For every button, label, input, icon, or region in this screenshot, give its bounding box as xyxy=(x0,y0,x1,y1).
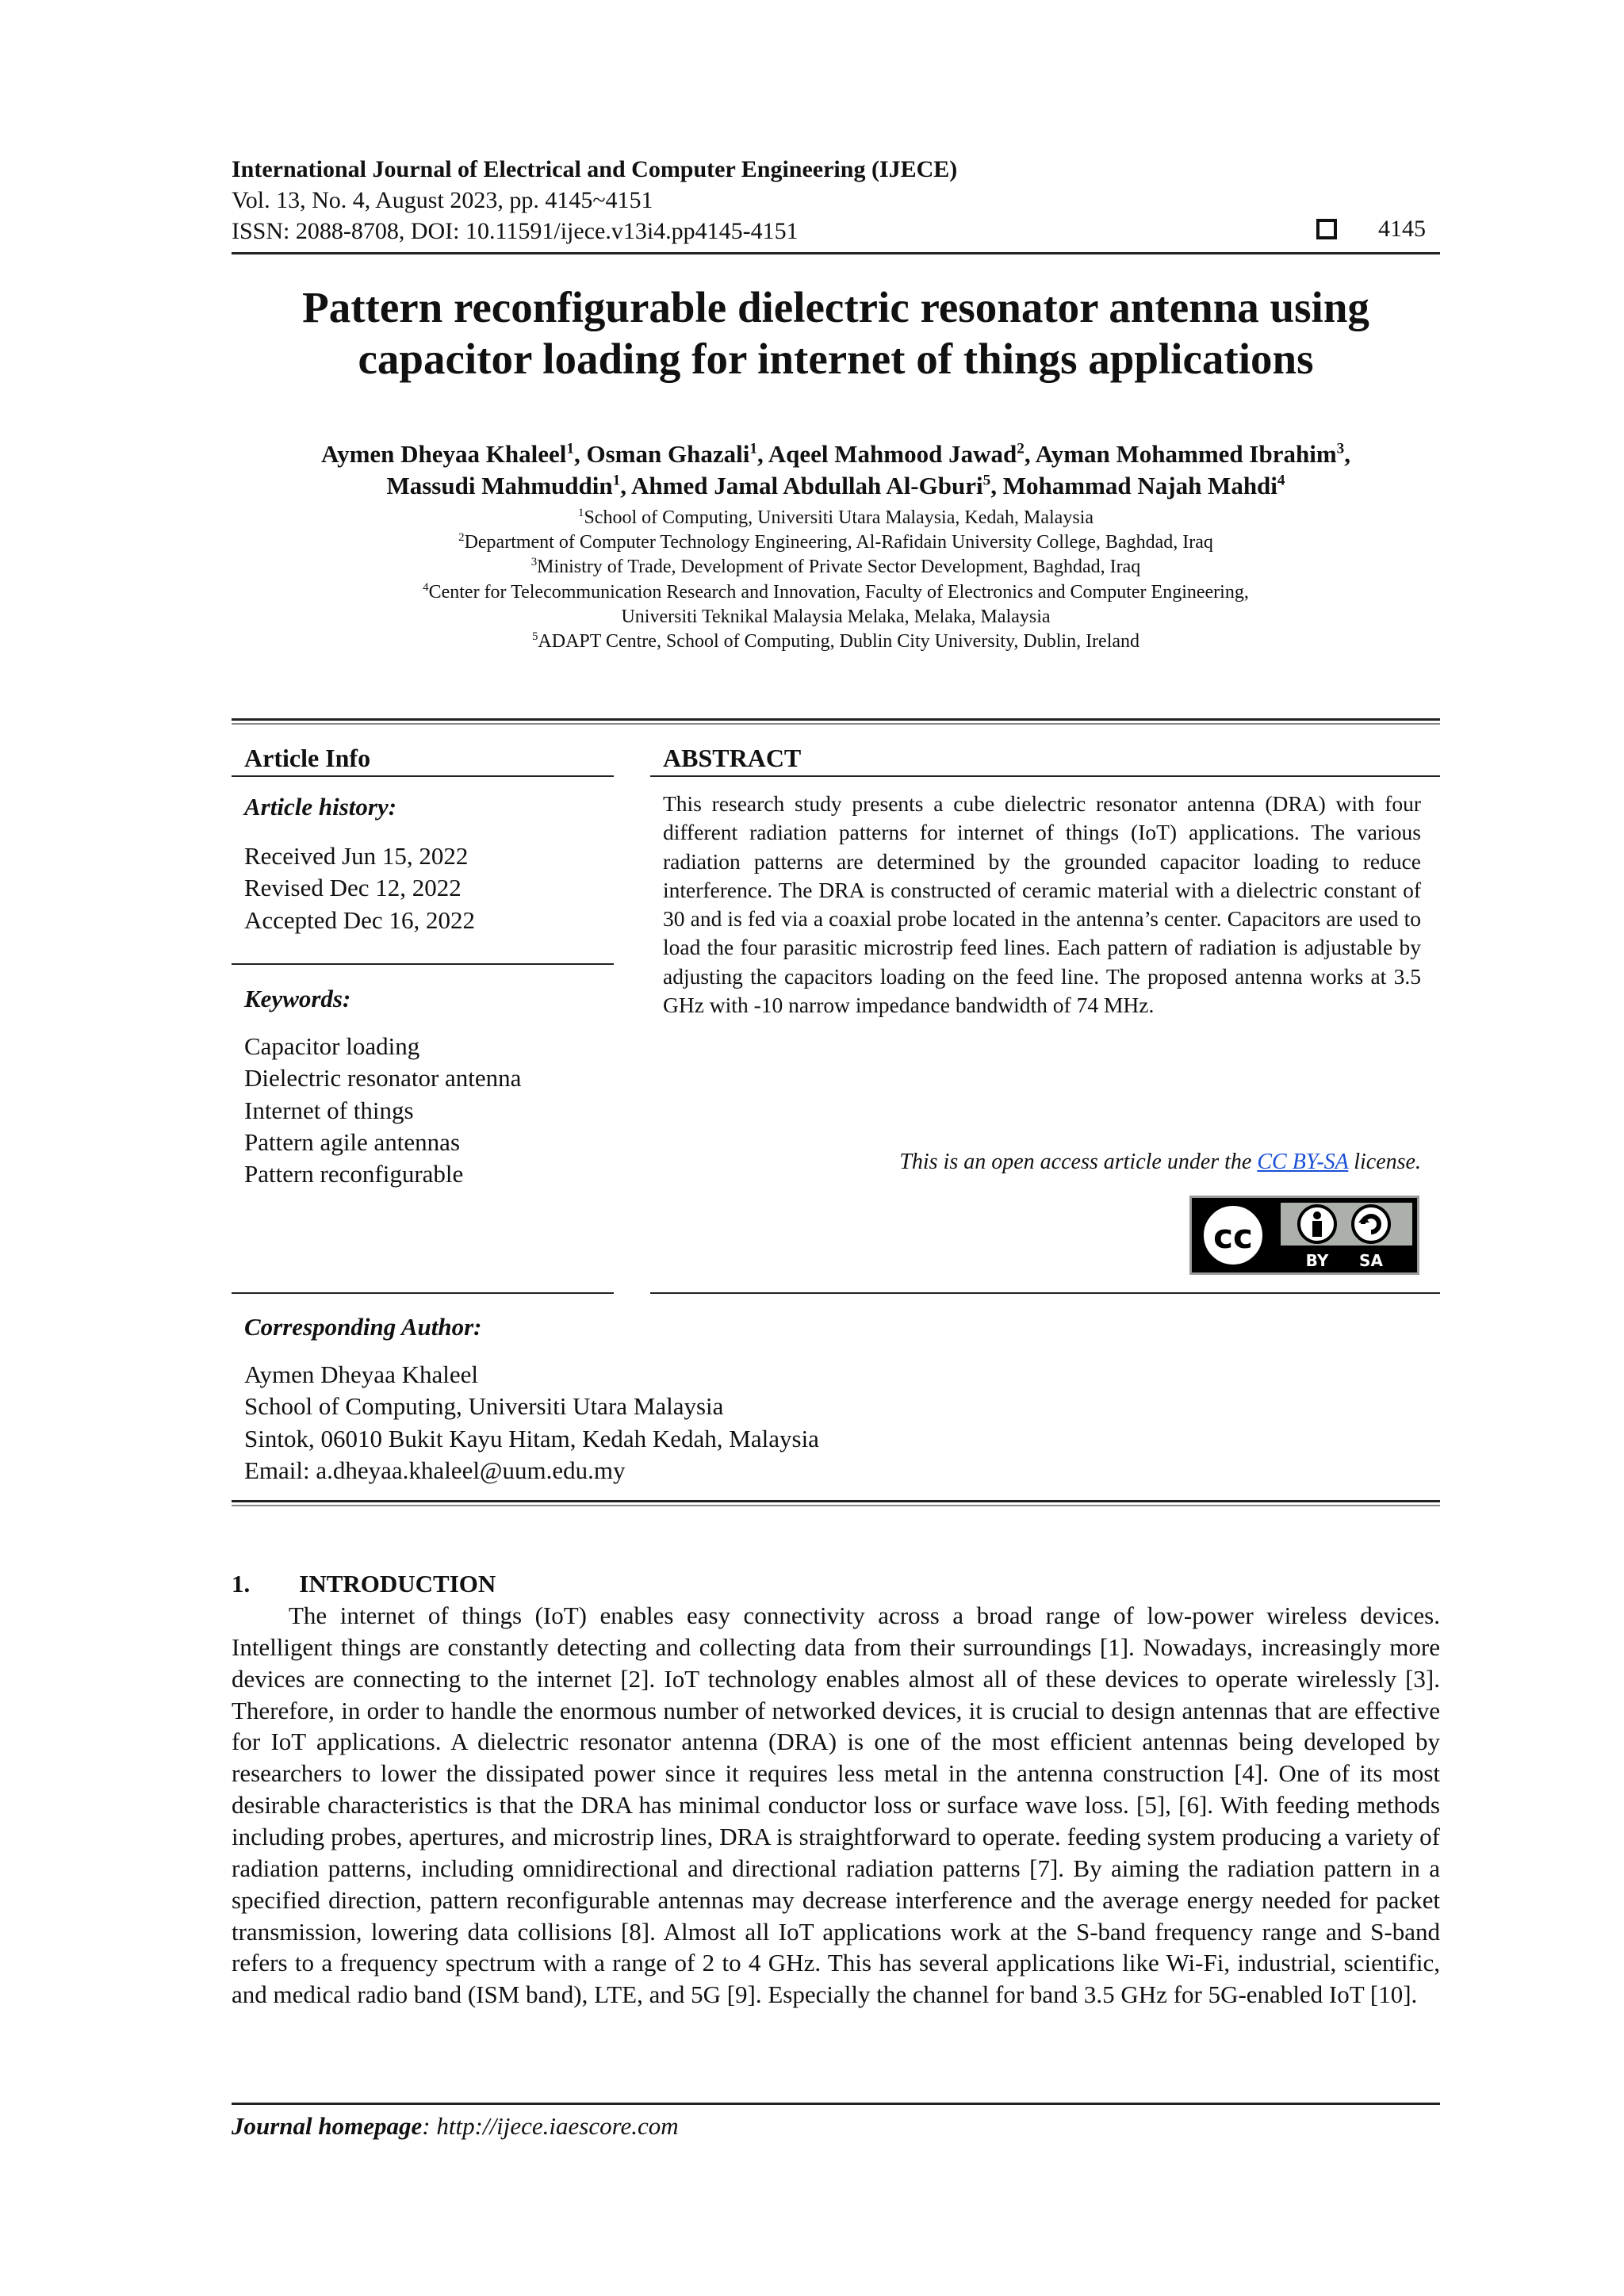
affiliation xyxy=(232,605,1440,629)
journal-issn-doi: ISSN: 2088-8708, DOI: 10.11591/ijece.v13i4.pp4145-4151 xyxy=(232,218,799,244)
affiliation-num: 2 xyxy=(458,531,465,545)
cc-badge-icon xyxy=(1192,1198,1417,1272)
article-dates xyxy=(244,840,475,936)
by-letters: BY xyxy=(1305,1251,1329,1270)
received-date: Received Jun 15, 2022 xyxy=(244,842,469,870)
license-note xyxy=(663,1150,1421,1175)
author-sep: , xyxy=(620,471,632,499)
title-line-2: capacitor loading for internet of things applications xyxy=(358,334,1314,383)
affiliation-list xyxy=(232,506,1440,654)
abstract-text: This research study presents a cube dielectric resonator antenna (DRA) with four different radiation patterns for internet of things (IoT) applications. The various radiation patterns are determined by the grounded capacitor loading to reduce interference. The DRA is constructed of ceramic material with a dielectric constant of 30 and is fed via a coaxial probe located in the antenna’s center. Capacitors are used to load the four parasitic microstrip feed lines. Each pattern of radiation is adjustable by adjusting the capacitors loading on the feed line. The proposed antenna works at 3.5 GHz with -10 narrow impedance bandwidth of 74 MHz. xyxy=(663,791,1421,1018)
affiliation-text: Ministry of Trade, Development of Private Sector Development, Baghdad, Iraq xyxy=(537,557,1141,578)
abstract-heading: ABSTRACT xyxy=(663,744,802,772)
corresponding-email[interactable]: Email: a.dheyaa.khaleel@uum.edu.my xyxy=(244,1456,626,1484)
affiliation xyxy=(232,629,1440,654)
title-line-1: Pattern reconfigurable dielectric resonator antenna using xyxy=(302,283,1369,331)
affiliation xyxy=(232,555,1440,580)
author-line-2 xyxy=(232,470,1440,502)
journal-homepage-label: Journal homepage xyxy=(232,2112,423,2140)
author-sep: , xyxy=(1024,440,1036,468)
author-name: Mohammad Najah Mahdi xyxy=(1002,471,1277,499)
header-rule xyxy=(232,252,1440,254)
keywords-heading: Keywords: xyxy=(244,985,351,1012)
affiliation-num: 3 xyxy=(530,556,538,569)
affiliation xyxy=(232,580,1440,605)
corresponding-author-details xyxy=(244,1359,819,1487)
introduction-heading: 1. INTRODUCTION xyxy=(232,1570,496,1598)
keywords-rule xyxy=(232,963,614,965)
keyword: Capacitor loading xyxy=(244,1032,420,1060)
cc-by-sa-link[interactable]: CC BY-SA xyxy=(1257,1150,1349,1174)
keyword: Internet of things xyxy=(244,1096,414,1124)
info-box-bottom-rule-shadow xyxy=(232,1505,1440,1506)
page-number: 4145 xyxy=(1378,216,1426,242)
corresponding-institution: School of Computing, Universiti Utara Malaysia xyxy=(244,1392,724,1421)
introduction-body xyxy=(232,1600,1440,2011)
article-info-rule xyxy=(232,775,614,777)
sa-letters: SA xyxy=(1359,1251,1383,1270)
keyword-list xyxy=(244,1031,521,1190)
affiliation-num: 5 xyxy=(531,629,538,643)
corresponding-rule xyxy=(232,1292,614,1294)
journal-homepage xyxy=(232,2112,679,2141)
license-suffix: license. xyxy=(1348,1150,1421,1174)
keyword: Dielectric resonator antenna xyxy=(244,1064,522,1093)
author-aff: 1 xyxy=(566,440,574,457)
article-info-heading: Article Info xyxy=(244,744,371,772)
info-box-bottom-rule xyxy=(232,1500,1440,1502)
affiliation-text: Center for Telecommunication Research and Innovation, Faculty of Electronics and Computer Engineering, xyxy=(428,581,1249,603)
abstract-bottom-rule xyxy=(650,1292,1440,1294)
author-list xyxy=(232,438,1440,501)
author-aff: 1 xyxy=(612,472,621,489)
author-aff: 4 xyxy=(1277,472,1285,489)
author-sep: , xyxy=(756,440,768,468)
journal-volume: Vol. 13, No. 4, August 2023, pp. 4145~4151 xyxy=(232,187,653,213)
affiliation-text: Universiti Teknikal Malaysia Melaka, Melaka, Malaysia xyxy=(621,606,1051,627)
journal-homepage-url[interactable]: : http://ijece.iaescore.com xyxy=(422,2112,679,2140)
article-history-heading: Article history: xyxy=(244,793,397,821)
affiliation-num: 4 xyxy=(423,580,429,594)
affiliation-text: Department of Computer Technology Engineering, Al-Rafidain University College, Baghdad, Iraq xyxy=(464,532,1213,553)
cc-by-sa-badge[interactable] xyxy=(1189,1196,1419,1275)
keyword: Pattern reconfigurable xyxy=(244,1160,464,1188)
author-aff: 2 xyxy=(1017,440,1025,457)
affiliation-text: School of Computing, Universiti Utara Malaysia, Kedah, Malaysia xyxy=(584,507,1094,528)
author-name: Osman Ghazali xyxy=(586,440,750,468)
revised-date: Revised Dec 12, 2022 xyxy=(244,874,462,902)
footer-rule xyxy=(232,2103,1440,2105)
author-name: Aqeel Mahmood Jawad xyxy=(768,440,1017,468)
author-name: Aymen Dheyaa Khaleel xyxy=(320,440,567,468)
affiliation-text: ADAPT Centre, School of Computing, Dublin City University, Dublin, Ireland xyxy=(538,630,1140,652)
journal-name: International Journal of Electrical and Computer Engineering (IJECE) xyxy=(232,156,958,182)
affiliation xyxy=(232,506,1440,530)
introduction-paragraph: The internet of things (IoT) enables easy connectivity across a broad range of low-power wireless devices. Intelligent things are constantly detecting and collecting data from their surroundings [1]. Nowadays, increasingly more devices are connecting to the internet [2]. IoT technology enables almost all of these devices to operate wirelessly [3]. Therefore, in order to handle the enormous number of networked devices, it is crucial to design antennas that are effective for IoT applications. A dielectric resonator antenna (DRA) is one of the most efficient antennas being developed by researchers to lower the dissipated power since it requires less metal in the antenna construction [4]. One of its most desirable characteristics is that the DRA has minimal conductor loss or surface wave loss. [5], [6]. With feeding methods including probes, apertures, and microstrip lines, DRA is straightforward to operate. feeding system producing a variety of radiation patterns, including omnidirectional and directional radiation patterns [7]. By aiming the radiation pattern in a specified direction, pattern reconfigurable antennas may decrease interference and the average energy needed for packet transmission, lowering data collisions [8]. Almost all IoT applications work at the S-band frequency range and S-band refers to a frequency spectrum with a range of 2 to 4 GHz. This has several applications like Wi-Fi, industrial, scientific, and medical radio band (ISM band), LTE, and 5G [9]. Especially the channel for band 3.5 GHz for 5G-enabled IoT [10]. xyxy=(232,1601,1440,2009)
corresponding-author-heading: Corresponding Author: xyxy=(244,1313,482,1341)
corresponding-name: Aymen Dheyaa Khaleel xyxy=(244,1360,478,1388)
author-aff: 3 xyxy=(1336,440,1345,457)
accepted-date: Accepted Dec 16, 2022 xyxy=(244,905,475,934)
author-sep: , xyxy=(574,440,587,468)
keyword: Pattern agile antennas xyxy=(244,1127,461,1156)
license-prefix: This is an open access article under the xyxy=(899,1150,1258,1174)
affiliation-num: 1 xyxy=(578,507,584,519)
paper-title xyxy=(232,282,1440,385)
author-name: Ahmed Jamal Abdullah Al-Gburi xyxy=(631,471,983,499)
affiliation xyxy=(232,530,1440,555)
info-box-top-rule-shadow xyxy=(232,723,1440,725)
author-line-1 xyxy=(232,438,1440,470)
abstract-rule xyxy=(650,775,1440,777)
author-sep: , xyxy=(990,471,1003,499)
author-sep: , xyxy=(1344,440,1351,468)
author-name: Massudi Mahmuddin xyxy=(386,471,613,499)
info-box-top-rule xyxy=(232,718,1440,721)
square-icon xyxy=(1316,219,1337,239)
cc-letters: cc xyxy=(1213,1217,1253,1256)
author-name: Ayman Mohammed Ibrahim xyxy=(1035,440,1337,468)
author-aff: 5 xyxy=(982,472,991,489)
author-aff: 1 xyxy=(749,440,757,457)
corresponding-address: Sintok, 06010 Bukit Kayu Hitam, Kedah Kedah, Malaysia xyxy=(244,1424,819,1452)
